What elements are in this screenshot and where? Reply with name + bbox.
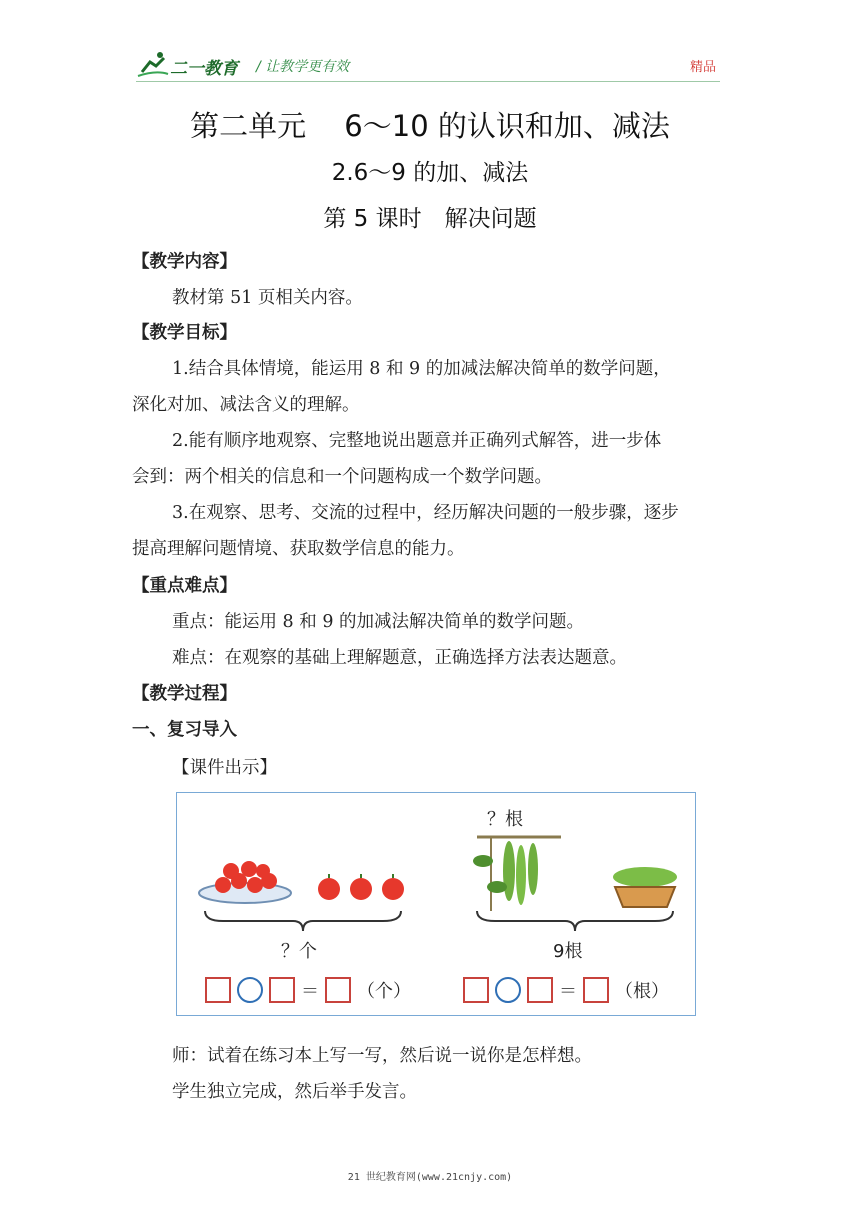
- unit-label: （根）: [615, 981, 669, 1002]
- operator-circle: [495, 977, 521, 1003]
- logo-text: 二一教育: [170, 59, 238, 79]
- operator-circle: [237, 977, 263, 1003]
- goal-2: 2.能有顺序地观察、完整地说出题意并正确列式解答，进一步体: [172, 431, 662, 451]
- apples-loose-icon: [315, 873, 407, 903]
- courseware-label: 【课件出示】: [172, 758, 277, 778]
- right-total: 9根: [553, 941, 583, 962]
- right-equation: [463, 975, 669, 1005]
- heading-process: 【教学过程】: [132, 684, 237, 704]
- equals-sign: ＝: [559, 981, 577, 1002]
- answer-box: [583, 977, 609, 1003]
- lesson-title: 第 5 课时 解决问题: [323, 206, 537, 232]
- content-text: 教材第 51 页相关内容。: [172, 288, 363, 308]
- beans-basket-icon: [605, 853, 691, 911]
- equals-sign: ＝: [301, 981, 319, 1002]
- page-footer: 21 世纪教育网(www.21cnjy.com): [347, 1172, 513, 1183]
- answer-box: [527, 977, 553, 1003]
- key-point: 重点：能运用 8 和 9 的加减法解决简单的数学问题。: [172, 612, 585, 632]
- heading-content: 【教学内容】: [132, 252, 237, 272]
- answer-box: [325, 977, 351, 1003]
- left-equation: [205, 975, 411, 1005]
- goal-1: 1.结合具体情境，能运用 8 和 9 的加减法解决简单的数学问题，: [172, 359, 671, 379]
- left-question: ？个: [281, 941, 317, 962]
- section-title: 2.6～9 的加、减法: [331, 160, 529, 186]
- goal-1-cont: 深化对加、减法含义的理解。: [132, 395, 360, 415]
- right-question: ？根: [487, 809, 523, 830]
- heading-key: 【重点难点】: [132, 576, 237, 596]
- answer-box: [205, 977, 231, 1003]
- premium-badge: 精品: [689, 60, 716, 75]
- answer-box: [269, 977, 295, 1003]
- beans-vine-icon: [469, 831, 569, 915]
- goal-2-cont: 会到：两个相关的信息和一个问题构成一个数学问题。: [132, 467, 552, 487]
- slogan: / 让教学更有效: [256, 59, 350, 75]
- courseware-figure: [176, 792, 696, 1016]
- apples-plate-icon: [195, 855, 295, 909]
- students-line: 学生独立完成，然后举手发言。: [172, 1082, 417, 1102]
- unit-label: （个）: [357, 981, 411, 1002]
- step-1-heading: 一、复习导入: [132, 720, 237, 740]
- right-brace-icon: [475, 909, 675, 933]
- heading-goals: 【教学目标】: [132, 323, 237, 343]
- header-divider: [136, 81, 720, 82]
- answer-box: [463, 977, 489, 1003]
- goal-3-cont: 提高理解问题情境、获取数学信息的能力。: [132, 539, 465, 559]
- goal-3: 3.在观察、思考、交流的过程中，经历解决问题的一般步骤，逐步: [172, 503, 679, 523]
- difficulty: 难点：在观察的基础上理解题意，正确选择方法表达题意。: [172, 648, 627, 668]
- page-header: [136, 50, 720, 86]
- teacher-line: 师：试着在练习本上写一写，然后说一说你是怎样想。: [172, 1046, 592, 1066]
- unit-title: 第二单元 6～10 的认识和加、减法: [190, 109, 670, 143]
- left-brace-icon: [203, 909, 403, 933]
